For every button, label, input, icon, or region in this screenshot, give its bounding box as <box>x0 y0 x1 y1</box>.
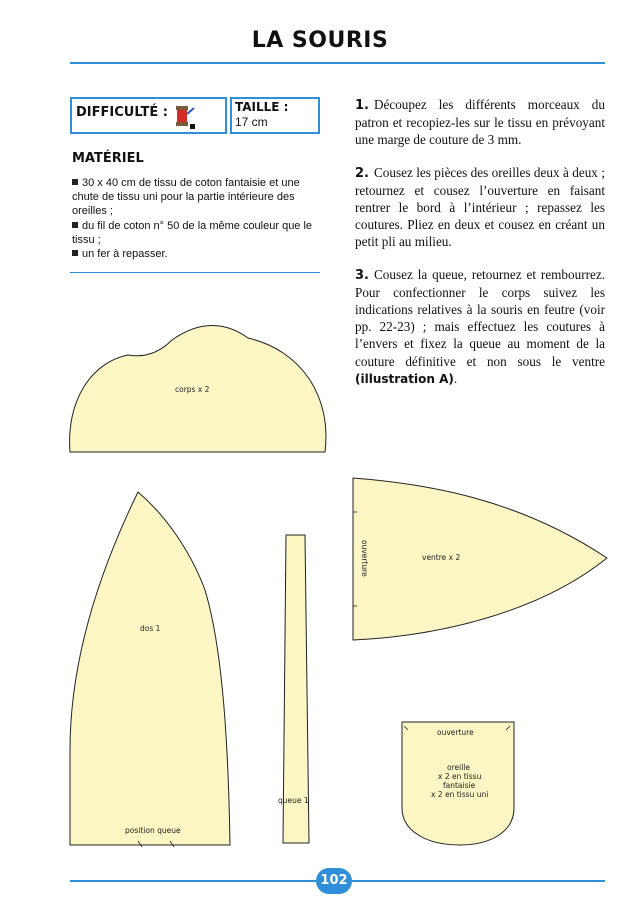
label-oreille-ouverture: ouverture <box>437 728 474 737</box>
pattern-piece-ventre <box>353 478 607 640</box>
page-number: 102 <box>316 868 352 894</box>
label-ventre-ouverture: ouverture <box>360 540 369 577</box>
step-2: 2. Cousez les pièces des oreilles deux à deux ; retournez et cousez l’ouverture en faisant rentrer le bord à l’intérieur ; repassez les coutures. Pliez en deux et cousez en créant un petit pli au milieu. <box>355 164 605 250</box>
footer-rule-right <box>352 880 605 882</box>
label-queue: queue 1 <box>278 796 309 805</box>
label-oreille-2: x 2 en tissu <box>438 772 482 781</box>
label-oreille-3: fantaisie <box>443 781 476 790</box>
difficulty-label: DIFFICULTÉ : <box>76 105 168 120</box>
list-item: du fil de coton n° 50 de la même couleur que le tissu ; <box>72 219 313 246</box>
label-ventre: ventre x 2 <box>422 553 461 562</box>
size-label: TAILLE : <box>235 100 289 114</box>
label-corps: corps x 2 <box>175 385 210 394</box>
pattern-piece-dos <box>70 492 230 845</box>
label-oreille-4: x 2 en tissu uni <box>431 790 489 799</box>
label-position-queue: position queue <box>125 826 181 835</box>
materials-title: MATÉRIEL <box>72 151 144 166</box>
list-item: un fer à repasser. <box>72 247 317 261</box>
page-title: LA SOURIS <box>251 28 389 53</box>
label-oreille-1: oreille <box>447 763 470 772</box>
size-value: 17 cm <box>235 115 268 129</box>
label-dos: dos 1 <box>140 624 161 633</box>
list-item: 30 x 40 cm de tissu de coton fantaisie et une chute de tissu uni pour la partie intérieure des oreilles ; <box>72 177 300 218</box>
step-3: 3. Cousez la queue, retournez et rembourrez. Pour confectionner le corps suivez les indications relatives à la souris en feutre (voir pp. 22-23) ; mais effectuez les coutures à l’envers et fixez la queue au moment de la couture définitive et non sous le ventre (illustration A). <box>355 266 605 386</box>
step-1: 1. Découpez les différents morceaux du patron et recopiez-les sur le tissu en prévoyant une marge de couture de 3 mm. <box>355 97 605 148</box>
footer-rule-left <box>70 880 316 882</box>
